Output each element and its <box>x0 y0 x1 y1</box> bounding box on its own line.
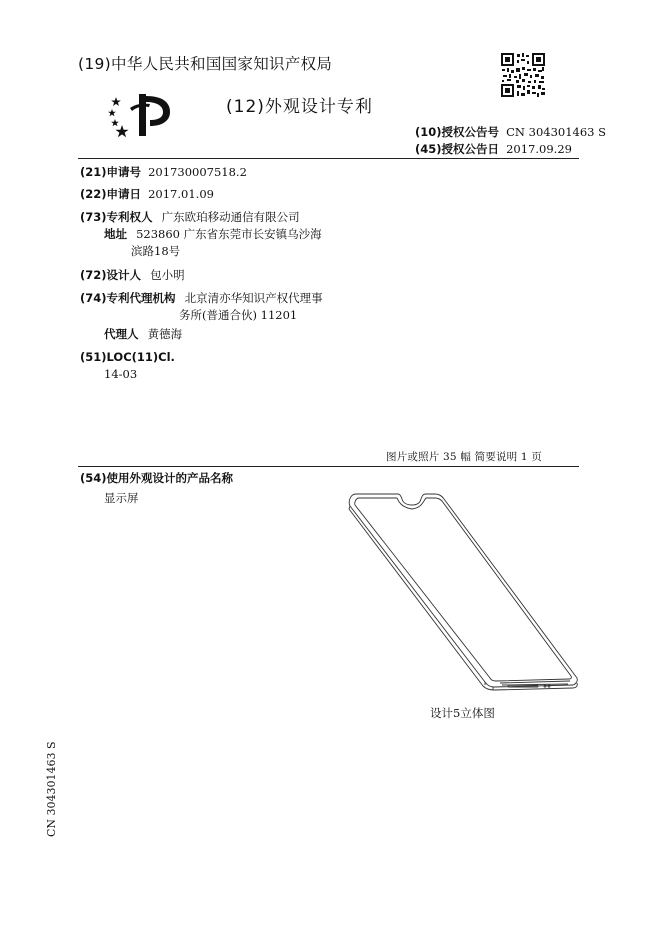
patent-agent-value: 黄德海 <box>147 327 183 341</box>
loc-value: 14-03 <box>104 367 138 381</box>
office-name: (19)中华人民共和国国家知识产权局 <box>78 55 333 73</box>
figure-counts: 图片或照片 35 幅 简要说明 1 页 <box>386 451 543 463</box>
publication-number-value: CN 304301463 S <box>506 125 607 139</box>
loc-classification <box>80 349 175 364</box>
designer-value: 包小明 <box>150 268 185 282</box>
patent-agency-line2: 务所(普通合伙) 11201 <box>179 308 298 322</box>
publication-number-label: (10)授权公告号 <box>415 125 500 139</box>
address-line1: 523860 广东省东莞市长安镇乌沙海 <box>136 227 322 241</box>
address <box>104 226 322 241</box>
patent-agency-label: (74)专利代理机构 <box>80 291 176 305</box>
application-number-label: (21)申请号 <box>80 165 142 179</box>
display-screen-drawing <box>340 488 580 693</box>
document-type: (12)外观设计专利 <box>226 97 373 117</box>
filing-date <box>80 186 214 201</box>
patent-agency-line1: 北京清亦华知识产权代理事 <box>184 291 323 305</box>
vertical-publication-number: CN 304301463 S <box>45 741 58 837</box>
filing-date-label: (22)申请日 <box>80 187 142 201</box>
address-line2: 滨路18号 <box>131 244 181 258</box>
figure-caption: 设计5立体图 <box>430 706 495 720</box>
patent-agency <box>80 290 323 305</box>
cnipa-logo-icon <box>106 92 176 138</box>
filing-date-value: 2017.01.09 <box>148 187 214 201</box>
qr-code-icon <box>500 52 546 98</box>
application-number-value: 201730007518.2 <box>148 165 247 179</box>
patentee <box>80 209 300 224</box>
publication-date <box>415 141 572 156</box>
patentee-label: (73)专利权人 <box>80 210 153 224</box>
designer <box>80 267 185 282</box>
publication-number <box>415 124 606 139</box>
designer-label: (72)设计人 <box>80 268 142 282</box>
patent-agent <box>104 326 182 341</box>
patentee-value: 广东欧珀移动通信有限公司 <box>161 210 300 224</box>
address-label: 地址 <box>104 227 127 241</box>
application-number <box>80 164 247 179</box>
summary-divider <box>78 466 579 467</box>
loc-label: (51)LOC(11)Cl. <box>80 350 175 364</box>
product-name-label: (54)使用外观设计的产品名称 <box>80 471 234 485</box>
patent-agent-label: 代理人 <box>104 327 139 341</box>
header-divider <box>78 158 579 159</box>
product-name-value: 显示屏 <box>104 491 139 505</box>
publication-date-value: 2017.09.29 <box>506 142 572 156</box>
publication-date-label: (45)授权公告日 <box>415 142 500 156</box>
